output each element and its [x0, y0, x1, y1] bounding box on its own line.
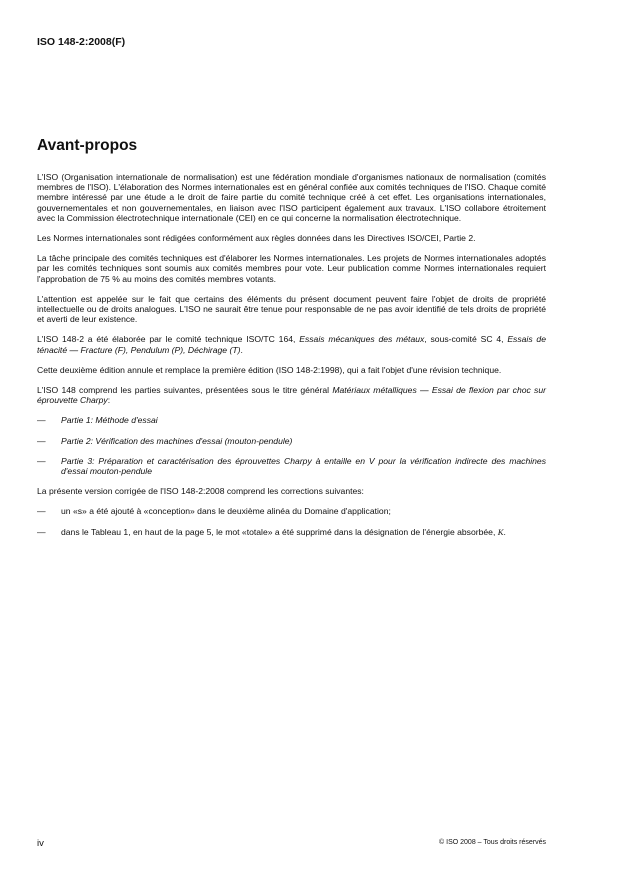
prepared-by-text-2: , sous-comité SC 4,: [424, 334, 508, 345]
energy-symbol: K: [497, 526, 504, 537]
correction-2-text: [61, 527, 546, 537]
paragraph-corrections-intro: La présente version corrigée de l'ISO 148-2:2008 comprend les corrections suivantes:: [37, 486, 364, 497]
correction-1-text: un «s» a été ajouté à «conception» dans le deuxième alinéa du Domaine d'application;: [61, 506, 391, 517]
copyright-notice: © ISO 2008 – Tous droits réservés: [439, 839, 546, 846]
section-title: Avant-propos: [37, 137, 138, 154]
part-2-title: Partie 2: Vérification des machines d'essai (mouton-pendule): [61, 435, 293, 446]
dash-bullet: —: [37, 455, 46, 466]
parts-intro-text-2: :: [107, 395, 111, 406]
part-1-title: Partie 1: Méthode d'essai: [61, 415, 158, 426]
paragraph-technical-committees: La tâche principale des comités techniques est d'élaborer les Normes internationales. Les projets de Normes internationales adoptés par les comités techniques sont soumis aux comités membres pour vote. Leur publication comme Normes internationales requiert l'approbation de 75 % au moins des comités membres votants.: [37, 253, 546, 284]
part-3-title: Partie 3: Préparation et caractérisation des éprouvettes Charpy à entaille en V pour la vérification indirecte des machines d'essai mouton-pendule: [61, 455, 546, 477]
general-title: Matériaux métalliques — Essai de flexion par choc sur éprouvette Charpy: [37, 385, 546, 406]
paragraph-prepared-by: [37, 334, 546, 354]
dash-bullet: —: [37, 506, 46, 517]
paragraph-iso-intro: L'ISO (Organisation internationale de normalisation) est une fédération mondiale d'organismes nationaux de normalisation (comités membres de l'ISO). L'élaboration des Normes internationales est en général confiée aux comités techniques de l'ISO. Chaque comité membre intéressé par une étude a le droit de faire partie du comité technique créé à cet effet. Les organisations internationales, gouvernementales et non gouvernementales, en liaison avec l'ISO participent également aux travaux. L'ISO collabore étroitement avec la Commission électrotechnique internationale (CEI) en ce qui concerne la normalisation électrotechnique.: [37, 172, 546, 223]
committee-title: Essais mécaniques des métaux: [299, 334, 425, 345]
prepared-by-text-3: .: [240, 344, 243, 355]
paragraph-directives: Les Normes internationales sont rédigées conformément aux règles données dans les Directives ISO/CEI, Partie 2.: [37, 233, 476, 244]
list-item-correction-2: [37, 527, 546, 537]
dash-bullet: —: [37, 526, 46, 537]
dash-bullet: —: [37, 435, 46, 446]
parts-intro-text: L'ISO 148 comprend les parties suivantes, présentées sous le titre général: [37, 385, 333, 396]
correction-2-main: dans le Tableau 1, en haut de la page 5, le mot «totale» a été supprimé dans la désignation de l'énergie absorbée,: [61, 526, 498, 537]
page-number: iv: [37, 838, 44, 849]
dash-bullet: —: [37, 415, 46, 426]
list-item-part-1: [37, 415, 546, 425]
document-id-header: ISO 148-2:2008(F): [37, 36, 126, 48]
correction-2-end: .: [503, 526, 506, 537]
paragraph-edition: Cette deuxième édition annule et remplace la première édition (ISO 148-2:1998), qui a fait l'objet d'une révision technique.: [37, 364, 502, 375]
paragraph-parts-intro: [37, 385, 546, 405]
list-item-part-2: [37, 436, 546, 446]
list-item-part-3: [37, 456, 546, 476]
paragraph-patent-notice: L'attention est appelée sur le fait que certains des éléments du présent document peuvent faire l'objet de droits de propriété intellectuelle ou de droits analogues. L'ISO ne saurait être tenue pour responsable de ne pas avoir identifié de tels droits de propriété et averti de leur existence.: [37, 293, 546, 325]
foreword-body: [37, 172, 546, 547]
list-item-correction-1: [37, 506, 546, 516]
prepared-by-text: L'ISO 148-2 a été élaborée par le comité technique ISO/TC 164,: [37, 334, 300, 345]
subcommittee-title: Essais de ténacité — Fracture (F), Pendulum (P), Déchirage (T): [37, 334, 546, 355]
